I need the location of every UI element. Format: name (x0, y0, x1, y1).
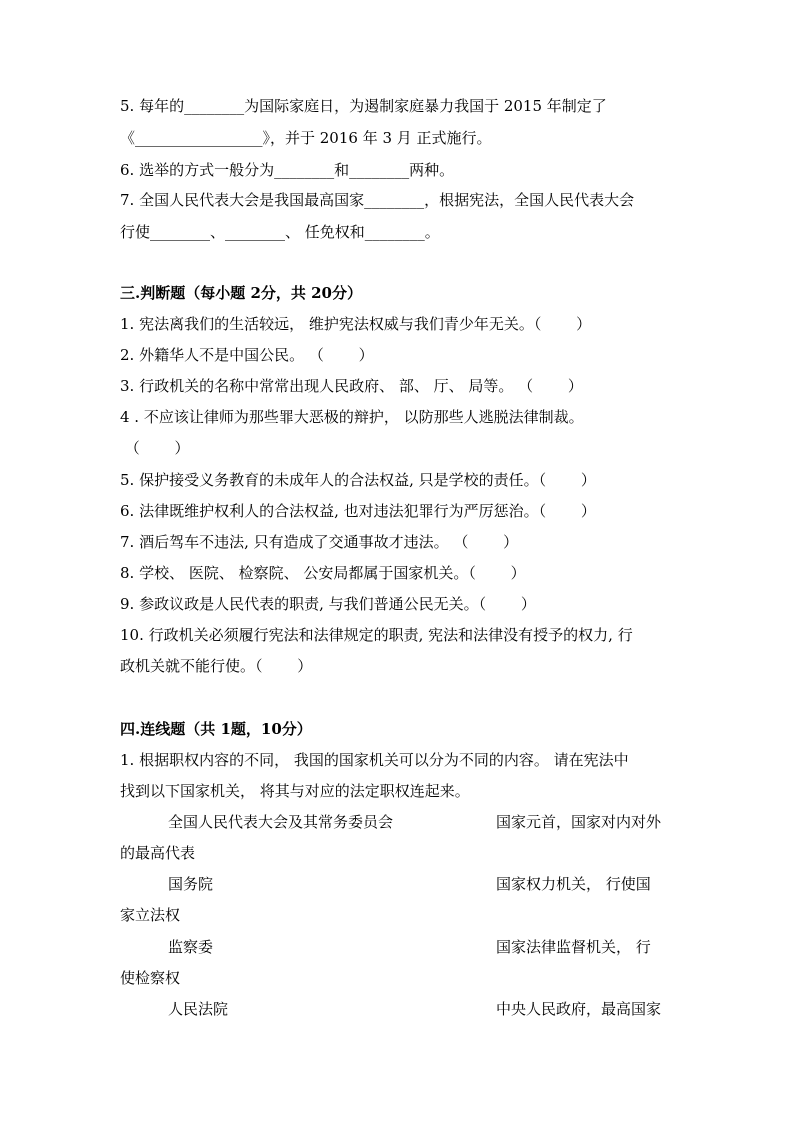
matching-intro-line-2: 找到以下国家机关， 将其与对应的法定职权连起来。 (120, 782, 470, 800)
question-5-line-2: 《_________________》，并于 2016 年 3 月 正式施行。 (120, 129, 492, 147)
judgment-item: 4 . 不应该让律师为那些罪大恶极的辩护， 以防那些人逃脱法律制裁。 (120, 408, 584, 426)
question-7-line-1: 7. 全国人民代表大会是我国最高国家________，根据宪法，全国人民代表大会 (120, 191, 635, 209)
matching-left-item: 国务院 (168, 875, 214, 893)
matching-right-item: 中央人民政府，最高国家 (496, 1000, 662, 1018)
matching-intro-line-1: 1. 根据职权内容的不同， 我国的国家机关可以分为不同的内容。 请在宪法中 (120, 751, 629, 769)
judgment-item: 9. 参政议政是人民代表的职责, 与我们普通公民无关。（ ） (120, 595, 536, 613)
matching-left-item: 全国人民代表大会及其常务委员会 (168, 813, 394, 831)
question-6: 6. 选举的方式一般分为________和________两种。 (120, 161, 455, 179)
judgment-item: 5. 保护接受义务教育的未成年人的合法权益, 只是学校的责任。（ ） (120, 471, 596, 489)
question-7-line-2: 行使________、________、 任免权和________。 (120, 223, 440, 241)
judgment-item: 10. 行政机关必须履行宪法和法律规定的职责, 宪法和法律没有授予的权力, 行 (120, 626, 633, 644)
judgment-item: 2. 外籍华人不是中国公民。 （ ） (120, 346, 374, 364)
matching-left-item: 监察委 (168, 938, 214, 956)
judgment-item: 1. 宪法离我们的生活较远， 维护宪法权威与我们青少年无关。（ ） (120, 315, 592, 333)
judgment-item: 8. 学校、 医院、 检察院、 公安局都属于国家机关。（ ） (120, 564, 526, 582)
section-heading-matching: 四.连线题（共 1题，10分） (120, 720, 312, 738)
judgment-item-continuation: （ ） (120, 439, 190, 457)
matching-right-item-wrap: 使检察权 (120, 969, 181, 987)
matching-right-item-wrap: 家立法权 (120, 906, 181, 924)
question-5-line-1: 5. 每年的________为国际家庭日，为遏制家庭暴力我国于 2015 年制定了 (120, 97, 607, 115)
judgment-item: 6. 法律既维护权利人的合法权益, 也对违法犯罪行为严厉惩治。（ ） (120, 502, 596, 520)
matching-right-item: 国家元首，国家对内对外 (496, 813, 662, 831)
matching-right-item: 国家权力机关， 行使国 (496, 875, 651, 893)
judgment-item-continuation: 政机关就不能行使。（ ） (120, 657, 313, 675)
matching-right-item-wrap: 的最高代表 (120, 844, 196, 862)
judgment-item: 3. 行政机关的名称中常常出现人民政府、 部、 厅、 局等。 （ ） (120, 377, 583, 395)
judgment-item: 7. 酒后驾车不违法, 只有造成了交通事故才违法。 （ ） (120, 533, 519, 551)
matching-right-item: 国家法律监督机关， 行 (496, 938, 651, 956)
section-heading-judgment: 三.判断题（每小题 2分，共 20分） (120, 284, 362, 302)
matching-left-item: 人民法院 (168, 1000, 229, 1018)
